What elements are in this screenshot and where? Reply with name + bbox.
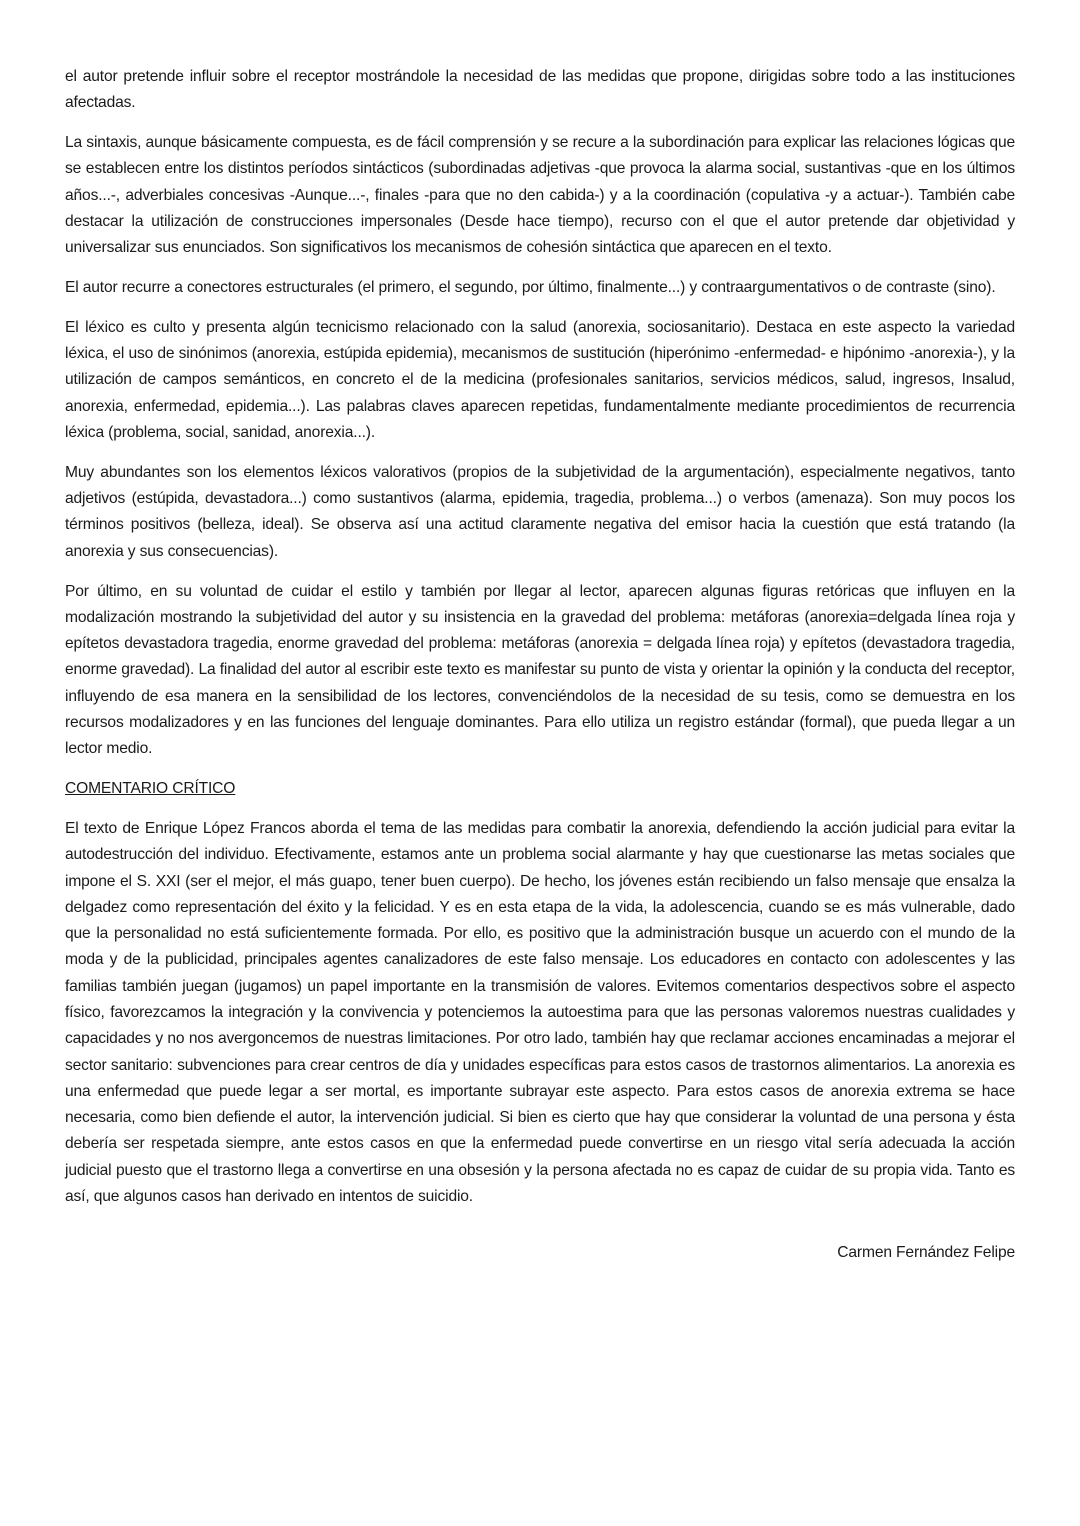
paragraph-critical-comment: El texto de Enrique López Francos aborda el tema de las medidas para combatir la anorexia, defendiendo la acción judicial para evitar la autodestrucción del individuo. Efectivamente, estamos ante un problema social alarmante y hay que cuestionarse las metas sociales que impone el S. XXI (ser el mejor, el más guapo, tener buen cuerpo). De hecho, los jóvenes están recibiendo un falso mensaje que ensalza la delgadez como representación del éxito y la felicidad. Y es en esta etapa de la vida, la adolescencia, cuando se es más vulnerable, dado que la personalidad no está suficientemente formada. Por ello, es positivo que la administración busque un acuerdo con el mundo de la moda y de la publicidad, principales agentes canalizadores de este falso mensaje. Los educadores en contacto con adolescentes y las familias también juegan (jugamos) un papel importante en la transmisión de valores. Evitemos comentarios despectivos sobre el aspecto físico, favorezcamos la integración y la convivencia y potenciemos la autoestima para que las personas valoremos nuestras cualidades y capacidades y no nos avergoncemos de nuestras limitaciones. Por otro lado, también hay que reclamar acciones encaminadas a mejorar el sector sanitario: subvenciones para crear centros de día y unidades específicas para estos casos de trastornos alimentarios. La anorexia es una enfermedad que puede legar a ser mortal, es importante subrayar este aspecto. Para estos casos de anorexia extrema se hace necesaria, como bien defiende el autor, la intervención judicial. Si bien es cierto que hay que considerar la voluntad de una persona y ésta debería ser respetada siempre, ante estos casos en que la enfermedad puede convertirse en un riesgo vital sería adecuada la acción judicial puesto que el trastorno llega a convertirse en una obsesión y la persona afectada no es capaz de cuidar de su propia vida. Tanto es así, que algunos casos han derivado en intentos de suicidio.	[65, 819, 1015, 1206]
paragraph-syntax: La sintaxis, aunque básicamente compuesta, es de fácil comprensión y se recure a la subordinación para explicar las relaciones lógicas que se establecen entre los distintos períodos sintácticos (subordinadas adjetivas -que provoca la alarma social, sustantivas -que en los últimos años...-, adverbiales concesivas -Aunque...-, finales -para que no den cabida-) y a la coordinación (copulativa -y a actuar-). También cabe destacar la utilización de construcciones impersonales (Desde hace tiempo), recurso con el que el autor pretende dar objetividad y universalizar sus enunciados. Son significativos los mecanismos de cohesión sintáctica que aparecen en el texto.	[65, 134, 1015, 257]
paragraph-evaluative-elements: Muy abundantes son los elementos léxicos valorativos (propios de la subjetividad de la argumentación), especialmente negativos, tanto adjetivos (estúpida, devastadora...) como sustantivos (alarma, epidemia, tragedia, problema...) o verbos (amenaza). Son muy pocos los términos positivos (belleza, ideal). Se observa así una actitud claramente negativa del emisor hacia la cuestión que está tratando (la anorexia y sus consecuencias).	[65, 463, 1015, 560]
paragraph-connectors: El autor recurre a conectores estructurales (el primero, el segundo, por último, finalmente...) y contraargumentativos o de contraste (sino).	[65, 279, 996, 297]
document-page	[65, 64, 1015, 1267]
paragraph-rhetorical-figures: Por último, en su voluntad de cuidar el estilo y también por llegar al lector, aparecen algunas figuras retóricas que influyen en la modalización mostrando la subjetividad del autor y su insistencia en la gravedad del problema: metáforas (anorexia=delgada línea roja y epítetos devastadora tragedia, enorme gravedad del problema: metáforas (anorexia = delgada línea roja) y epítetos (devastadora tragedia, enorme gravedad). La finalidad del autor al escribir este texto es manifestar su punto de vista y orientar la opinión y la conducta del receptor, influyendo de esa manera en la sensibilidad de los lectores, convenciéndolos de la necesidad de su tesis, como se demuestra en los recursos modalizadores y en las funciones del lenguaje dominantes. Para ello utiliza un registro estándar (formal), que pueda llegar a un lector medio.	[65, 582, 1015, 758]
section-heading: COMENTARIO CRÍTICO	[65, 780, 236, 798]
author-signature: Carmen Fernández Felipe	[837, 1244, 1015, 1262]
paragraph-intro-continuation: el autor pretende influir sobre el receptor mostrándole la necesidad de las medidas que propone, dirigidas sobre todo a las instituciones afectadas.	[65, 68, 1015, 112]
paragraph-lexicon: El léxico es culto y presenta algún tecnicismo relacionado con la salud (anorexia, sociosanitario). Destaca en este aspecto la variedad léxica, el uso de sinónimos (anorexia, estúpida epidemia), mecanismos de sustitución (hiperónimo -enfermedad- e hipónimo -anorexia-), y la utilización de campos semánticos, en concreto el de la medicina (profesionales sanitarios, servicios médicos, salud, ingresos, Insalud, anorexia, enfermedad, epidemia...). Las palabras claves aparecen repetidas, fundamentalmente mediante procedimientos de recurrencia léxica (problema, social, sanidad, anorexia...).	[65, 318, 1015, 442]
